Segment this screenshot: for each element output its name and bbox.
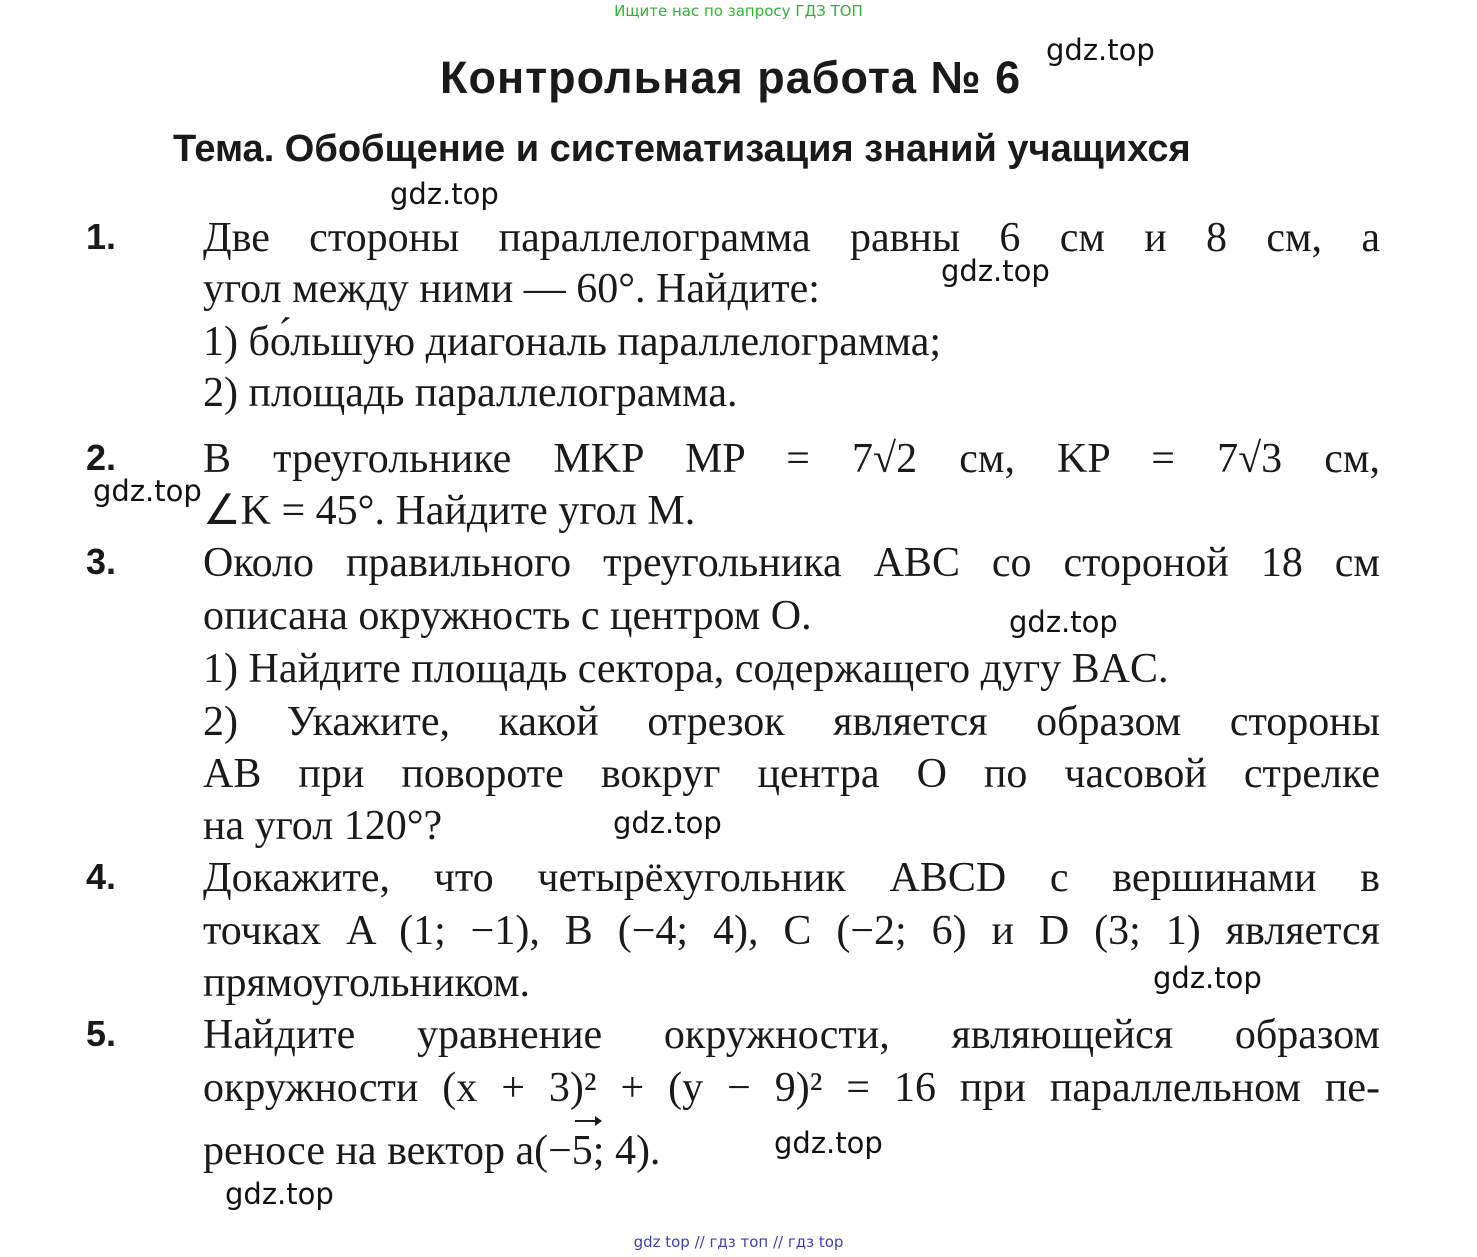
problem-2-number: 2. <box>86 437 117 478</box>
vector-arrow-icon <box>573 1113 603 1127</box>
watermark: gdz.top <box>613 806 722 840</box>
problem-4-number: 4. <box>86 856 117 897</box>
problem-1-line-2: угол между ними — 60°. Найдите: <box>203 266 820 312</box>
page-title: Контрольная работа № 6 <box>440 52 1022 103</box>
problem-4-line-2: точках A (1; −1), B (−4; 4), C (−2; 6) и D (3; 1) является <box>203 908 1380 954</box>
watermark: gdz.top <box>1153 961 1262 995</box>
watermark: gdz.top <box>390 177 499 211</box>
problem-3-line-1: Около правильного треугольника ABC со стороной 18 см <box>203 540 1380 586</box>
watermark: gdz.top <box>941 254 1050 288</box>
problem-1-number: 1. <box>86 216 117 257</box>
footer-links[interactable]: gdz top // гдз топ // гдз top <box>633 1233 844 1251</box>
watermark: gdz.top <box>1046 33 1155 67</box>
problem-4-line-1: Докажите, что четырёхугольник ABCD с вершинами в <box>203 855 1380 901</box>
problem-5-line-3: реносе на вектор a(−5; 4). <box>203 1128 661 1174</box>
problem-3-number: 3. <box>86 541 117 582</box>
topic-heading: Тема. Обобщение и систематизация знаний учащихся <box>173 128 1191 170</box>
problem-3-line-2: описана окружность с центром O. <box>203 593 812 639</box>
watermark: gdz.top <box>93 474 202 508</box>
search-banner[interactable]: Ищите нас по запросу ГДЗ ТОП <box>614 2 863 20</box>
problem-4-line-3: прямоугольником. <box>203 960 531 1006</box>
problem-3-line-5: AB при повороте вокруг центра O по часовой стрелке <box>203 751 1380 797</box>
problem-2-line-1: В треугольнике MKP MP = 7√2 см, KP = 7√3 см, <box>203 436 1380 482</box>
watermark: gdz.top <box>1009 605 1118 639</box>
problem-5-number: 5. <box>86 1013 117 1054</box>
problem-3-line-6: на угол 120°? <box>203 803 443 849</box>
problem-2-line-2: ∠K = 45°. Найдите угол M. <box>203 488 696 534</box>
problem-3-line-4: 2) Укажите, какой отрезок является образом стороны <box>203 699 1380 745</box>
problem-5-line-1: Найдите уравнение окружности, являющейся образом <box>203 1012 1380 1058</box>
watermark: gdz.top <box>225 1177 334 1211</box>
problem-5-line-2: окружности (x + 3)² + (y − 9)² = 16 при параллельном пе- <box>203 1065 1380 1111</box>
watermark: gdz.top <box>774 1126 883 1160</box>
problem-1-line-4: 2) площадь параллелограмма. <box>203 370 738 416</box>
problem-3-line-3: 1) Найдите площадь сектора, содержащего дугу BAC. <box>203 646 1169 692</box>
problem-1-line-1: Две стороны параллелограмма равны 6 см и 8 см, а <box>203 215 1380 261</box>
problem-1-line-3: 1) бо́льшую диагональ параллелограмма; <box>203 319 942 365</box>
